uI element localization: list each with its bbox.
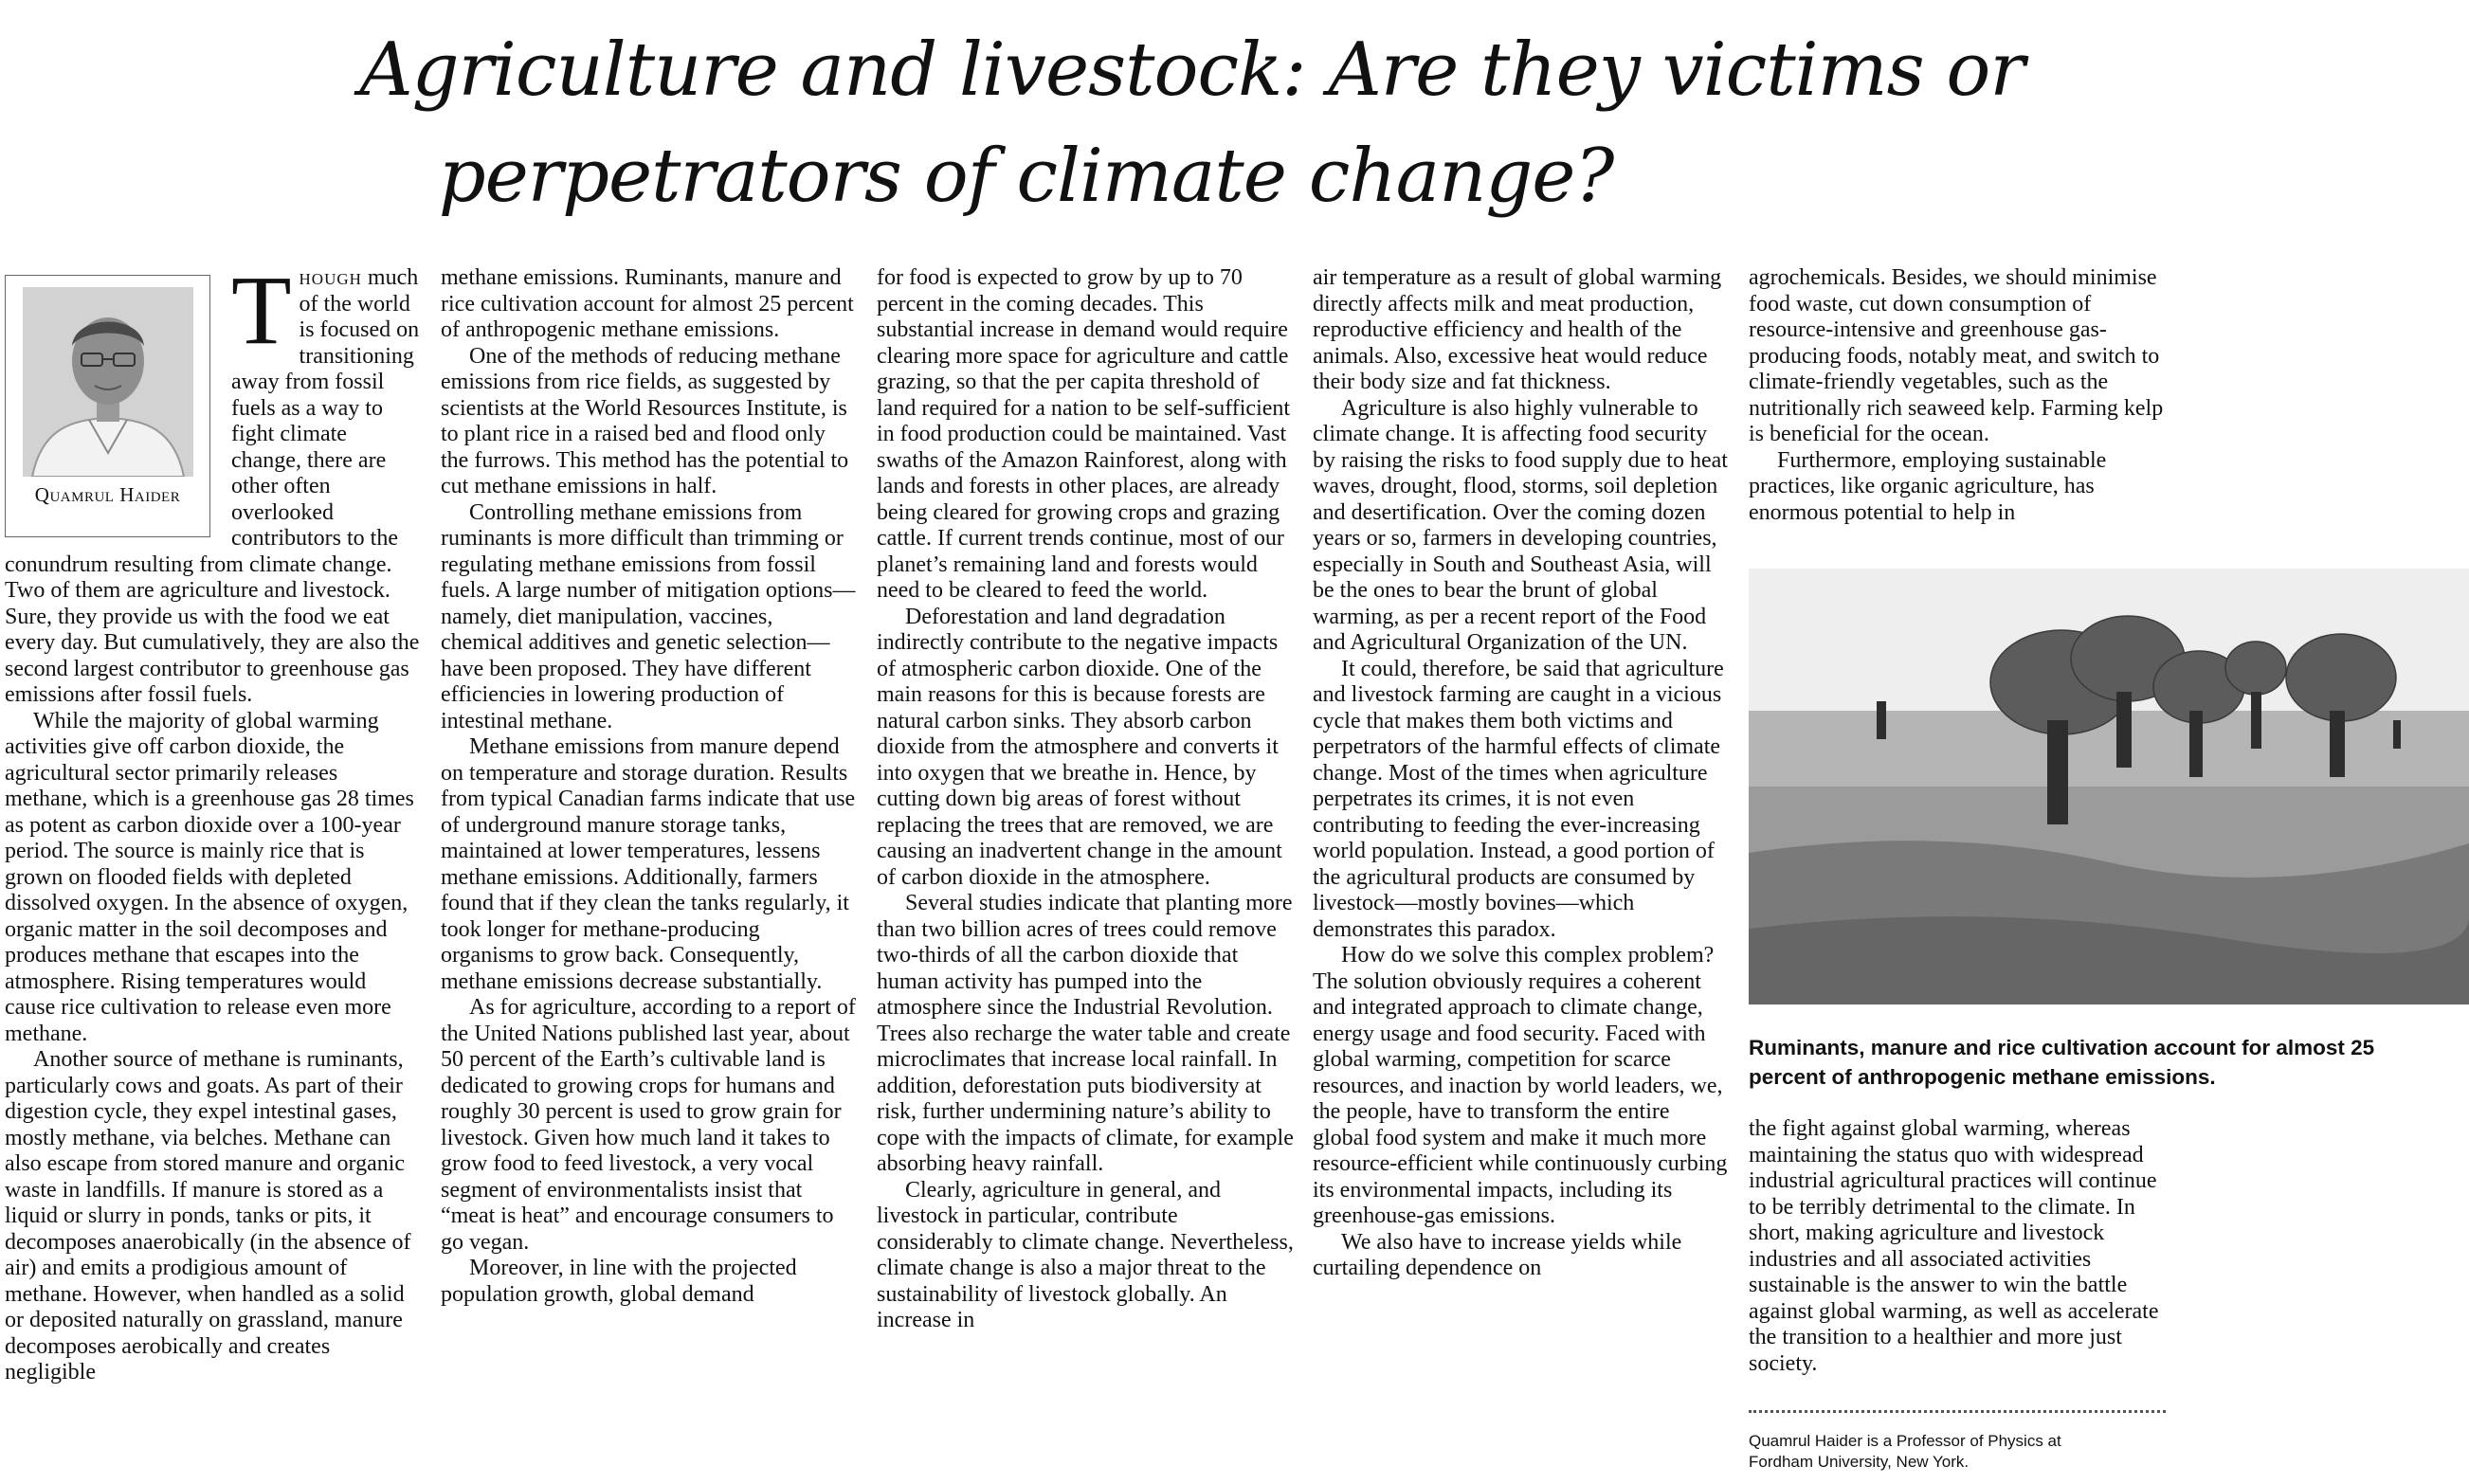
author-portrait: [23, 287, 193, 477]
article-column-4: [1313, 265, 1730, 1282]
article-column-5: [1749, 265, 2166, 526]
article-paragraph: Clearly, agriculture in general, and livestock in particular, contribute considerably to climate change. Nevertheless, climate change is also a major threat to the sustainability of livestock globally. An increase in: [877, 1177, 1294, 1332]
article-column-5-continued: [1749, 1116, 2166, 1377]
drop-cap-rest: hough: [299, 265, 362, 290]
paragraph-text: much of the world is focused on transitioning away from fossil fuels as a way to fight climate change, there are other often overlooked contributors to the conundrum resulting from climate change. Two of them are agriculture and livestock. Sure, they provide us with the food we eat every day. But cumulatively, they are also the second largest contributor to greenhouse gas emissions after fossil fuels.: [5, 265, 420, 707]
article-column-3: [877, 265, 1294, 1334]
headline-line-2: perpetrators of climate change?: [438, 134, 1614, 219]
article-paragraph: It could, therefore, be said that agriculture and livestock farming are caught in a vicious cycle that makes them both victims and perpetrators of the harmful effects of climate change. Most of the times when agriculture perpetrates its crimes, it is not even contributing to feeding the ever-increasing world population. Instead, a good portion of the agricultural products are consumed by livestock—mostly bovines—which demonstrates this paradox.: [1313, 656, 1724, 942]
rice-field-photo: [1749, 569, 2469, 1004]
author-box: [5, 275, 210, 537]
article-paragraph: Moreover, in line with the projected population growth, global demand: [441, 1256, 797, 1307]
headline: [0, 17, 2469, 229]
article-paragraph: While the majority of global warming activities give off carbon dioxide, the agricultural sector primarily releases methane, which is a greenhouse gas 28 times as potent as carbon dioxide over a 100-year period. The source is mainly rice that is grown on flooded fields with depleted dissolved oxygen. In the absence of oxygen, organic matter in the soil decomposes and produces methane that escapes into the atmosphere. Rising temperatures would cause rice cultivation to release even more methane.: [5, 708, 414, 1046]
author-name: Quamrul Haider: [34, 483, 181, 506]
article-paragraph: As for agriculture, according to a report of the United Nations published last year, about 50 percent of the Earth’s cultivable land is dedicated to growing crops for humans and roughly 30 percent is used to grow grain for livestock. Given how much land it takes to grow food to feed livestock, a very vocal segment of environmentalists insist that “meat is heat” and encourage consumers to go vegan.: [441, 995, 856, 1255]
article-paragraph: agrochemicals. Besides, we should minimise food waste, cut down consumption of resource-intensive and greenhouse gas-producing foods, notably meat, and switch to climate-friendly vegetables, such as the nutritionally rich seaweed kelp. Farming kelp is beneficial for the ocean.: [1749, 265, 2164, 446]
article-paragraph: for food is expected to grow by up to 70 percent in the coming decades. This substantial increase in demand would require clearing more space for agriculture and cattle grazing, so that the per capita threshold of land required for a nation to be self-sufficient in food production could be maintained. Vast swaths of the Amazon Rainforest, along with lands and forests in other places, are already being cleared for growing crops and grazing cattle. If current trends continue, most of our planet’s remaining land and forests would need to be cleared to feed the world.: [877, 265, 1291, 603]
author-bio-line: Quamrul Haider is a Professor of Physics at: [1749, 1432, 2061, 1450]
dotted-divider: [1749, 1410, 2166, 1413]
article-paragraph: the fight against global warming, whereas maintaining the status quo with widespread industrial agricultural practices will continue to be terribly detrimental to the climate. In short, making agriculture and livestock industries and all associated activities sustainable is the answer to win the battle against global warming, as well as accelerate the transition to a healthier and more just society.: [1749, 1116, 2159, 1376]
article-paragraph: We also have to increase yields while curtailing dependence on: [1313, 1229, 1682, 1280]
drop-cap: T: [231, 256, 292, 365]
article-column-2: [441, 265, 858, 1308]
article-column-1: [5, 256, 422, 1386]
article-paragraph: How do we solve this complex problem? The solution obviously requires a coherent and integrated approach to climate change, energy usage and food security. Faced with global warming, competition for scarce resources, and inaction by world leaders, we, the people, have to transform the entire global food system and make it much more resource-efficient while continuously curbing its environmental impacts, including its greenhouse-gas emissions.: [1313, 943, 1728, 1228]
photo-caption: Ruminants, manure and rice cultivation account for almost 25 percent of anthropogenic methane emissions.: [1749, 1036, 2375, 1089]
article-paragraph: Deforestation and land degradation indirectly contribute to the negative impacts of atmospheric carbon dioxide. One of the main reasons for this is because forests are natural carbon sinks. They absorb carbon dioxide from the atmosphere and converts it into oxygen that we breathe in. Hence, by cutting down big areas of forest without replacing the trees that are removed, we are causing an inadvertent change in the amount of carbon dioxide in the atmosphere.: [877, 604, 1282, 890]
article-paragraph: Furthermore, employing sustainable practices, like organic agriculture, has enormous potential to help in: [1749, 447, 2107, 525]
author-bio-line: Fordham University, New York.: [1749, 1453, 1970, 1471]
article-paragraph: Several studies indicate that planting more than two billion acres of trees could remove two-thirds of all the carbon dioxide that human activity has pumped into the atmosphere since the Industrial Revolution. Trees also recharge the water table and create microclimates that increase local rainfall. In addition, deforestation puts biodiversity at risk, further undermining nature’s ability to cope with the impacts of climate, for example absorbing heavy rainfall.: [877, 891, 1294, 1176]
article-paragraph: Controlling methane emissions from ruminants is more difficult than trimming or regulating methane emissions from fossil fuels. A large number of mitigation options—namely, diet manipulation, vaccines, chemical additives and genetic selection—have been proposed. They have different efficiencies in lowering production of intestinal methane.: [441, 499, 856, 733]
headline-line-1: Agriculture and livestock: Are they victims or: [359, 27, 2024, 113]
article-paragraph: One of the methods of reducing methane emissions from rice fields, as suggested by scientists at the World Resources Institute, is to plant rice in a raised bed and flood only the furrows. This method has the potential to cut methane emissions in half.: [441, 343, 849, 498]
article-paragraph: methane emissions. Ruminants, manure and rice cultivation account for almost 25 percent of anthropogenic methane emissions.: [441, 265, 854, 342]
article-paragraph: Methane emissions from manure depend on temperature and storage duration. Results from typical Canadian farms indicate that use of underground manure storage tanks, maintained at lower temperatures, lessens methane emissions. Additionally, farmers found that if they clean the tanks regularly, it took longer for methane-producing organisms to grow back. Consequently, methane emissions decrease substantially.: [441, 734, 856, 994]
article-paragraph: Another source of methane is ruminants, particularly cows and goats. As part of their digestion cycle, they expel intestinal gases, mostly methane, via belches. Methane can also escape from stored manure and organic waste in landfills. If manure is stored as a liquid or slurry in ponds, tanks or pits, it decomposes anaerobically (in the absence of air) and emits a prodigious amount of methane. However, when handled as a solid or deposited naturally on grassland, manure decomposes aerobically and creates negligible: [5, 1047, 411, 1384]
article-paragraph: Agriculture is also highly vulnerable to climate change. It is affecting food security by raising the risks to food supply due to heat waves, drought, flood, storms, soil depletion and desertification. Over the coming dozen years or so, farmers in developing countries, especially in South and Southeast Asia, will be the ones to bear the brunt of global warming, as per a recent report of the Food and Agricultural Organization of the UN.: [1313, 395, 1728, 655]
article-paragraph: air temperature as a result of global warming directly affects milk and meat production, reproductive efficiency and health of the animals. Also, excessive heat would reduce their body size and fat thickness.: [1313, 265, 1722, 394]
author-bio: [1749, 1431, 2166, 1473]
